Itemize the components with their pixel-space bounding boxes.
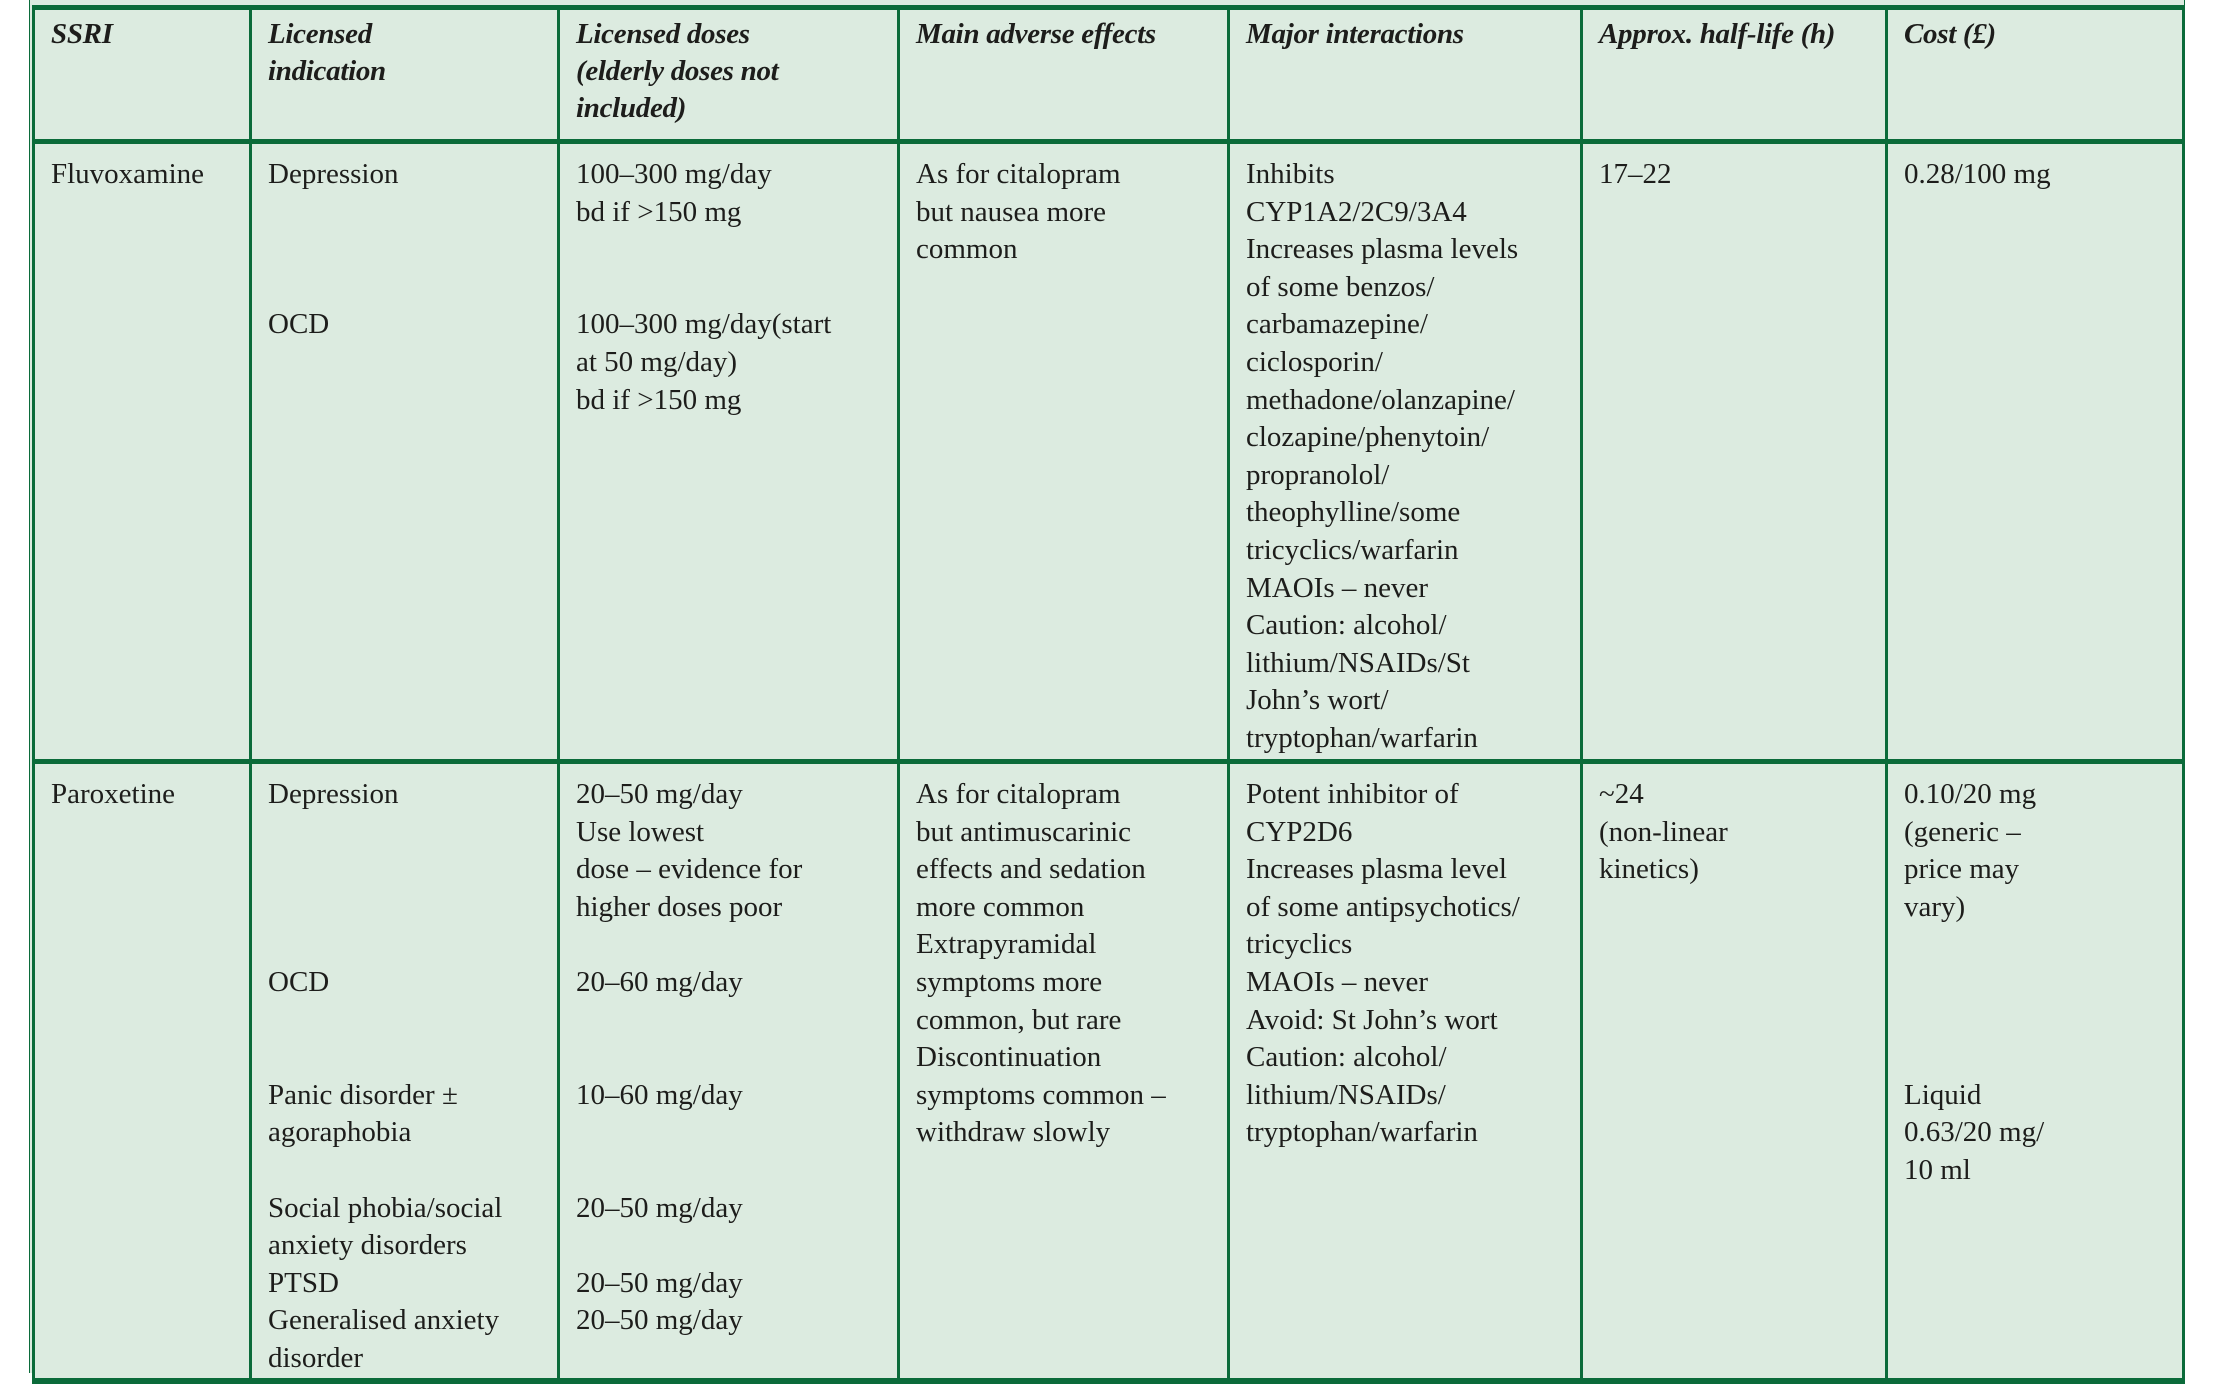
text-line: but antimuscarinic (916, 815, 1132, 848)
ssri-table-container (29, 0, 2185, 1373)
text-line: 100–300 mg/day(start (576, 308, 832, 341)
text-line: propranolol/ (1246, 458, 1390, 491)
text-line: OCD (268, 965, 330, 998)
text-line: methadone/olanzapine/ (1246, 383, 1515, 416)
blank-line (576, 1002, 881, 1040)
text-line: symptoms common – (916, 1078, 1166, 1111)
text-line: price may (1904, 853, 2020, 886)
cell-ssri-name (34, 762, 251, 1381)
text-line: Inhibits (1246, 158, 1335, 190)
blank-line (576, 1152, 881, 1190)
text-line: Licensed (268, 18, 372, 50)
text-line: CYP2D6 (1246, 815, 1353, 848)
text-line: (generic – (1904, 815, 2021, 848)
blank-line (1904, 1039, 2166, 1077)
text-line: Depression (268, 778, 399, 810)
text-line: Approx. half-life (h) (1599, 18, 1836, 50)
text-line: carbamazepine/ (1246, 308, 1428, 341)
ssri-comparison-table (32, 5, 2185, 1384)
cell-adverse-effects (899, 762, 1229, 1381)
text-line: more common (916, 890, 1085, 923)
text-line: common (916, 233, 1018, 266)
text-line: Main adverse effects (916, 18, 1156, 50)
blank-line (268, 814, 541, 852)
header-licensed-indication (251, 8, 559, 142)
text-line: 20–60 mg/day (576, 965, 743, 998)
cell-half-life (1582, 762, 1887, 1381)
text-line: 10–60 mg/day (576, 1078, 743, 1111)
text-line: 0.63/20 mg/ (1904, 1116, 2045, 1149)
text-line: bd if >150 mg (576, 383, 742, 416)
text-line: Cost (£) (1904, 18, 1996, 50)
blank-line (576, 269, 881, 307)
text-line: Social phobia/social (268, 1191, 503, 1224)
header-licensed-doses (559, 8, 899, 142)
header-half-life (1582, 8, 1887, 142)
text-line: (non-linear (1599, 815, 1728, 848)
header-row (34, 8, 2184, 142)
text-line: Generalised anxiety (268, 1304, 500, 1337)
text-line: ciclosporin/ (1246, 345, 1383, 378)
text-line: but nausea more (916, 195, 1107, 228)
text-line: symptoms more (916, 965, 1103, 998)
text-line: tryptophan/warfarin (1246, 1116, 1478, 1149)
text-line: 10 ml (1904, 1153, 1971, 1186)
text-line: of some benzos/ (1246, 270, 1435, 303)
text-line: Increases plasma level (1246, 853, 1507, 886)
text-line: (elderly doses not (576, 55, 779, 87)
text-line: Liquid (1904, 1078, 1982, 1111)
header-main-adverse-effects (899, 8, 1229, 142)
text-line: John’s wort/ (1246, 684, 1389, 717)
text-line: 17–22 (1599, 158, 1672, 190)
blank-line (576, 1227, 881, 1265)
text-line: Major interactions (1246, 18, 1464, 50)
text-line: 20–50 mg/day (576, 1304, 743, 1337)
cell-major-interactions (1229, 762, 1582, 1381)
cell-licensed-indication (251, 142, 559, 762)
blank-line (576, 1039, 881, 1077)
text-line: SSRI (51, 18, 113, 50)
text-line: included) (576, 92, 687, 124)
text-line: lithium/NSAIDs/ (1246, 1078, 1446, 1111)
text-line: higher doses poor (576, 890, 783, 923)
text-line: Caution: alcohol/ (1246, 609, 1447, 642)
text-line: tricyclics (1246, 928, 1353, 961)
header-cost (1887, 8, 2184, 142)
text-line: PTSD (268, 1266, 339, 1299)
header-ssri (34, 8, 251, 142)
text-line: As for citalopram (916, 158, 1121, 190)
text-line: effects and sedation (916, 853, 1146, 886)
text-line: 20–50 mg/day (576, 1191, 743, 1224)
text-line: dose – evidence for (576, 853, 803, 886)
text-line: common, but rare (916, 1003, 1122, 1036)
table-row-paroxetine (34, 762, 2184, 1381)
cell-licensed-doses (559, 762, 899, 1381)
text-line: indication (268, 55, 386, 87)
text-line: OCD (268, 308, 330, 341)
text-line: tricyclics/warfarin (1246, 533, 1459, 566)
text-line: 0.28/100 mg (1904, 158, 2051, 190)
text-line: Depression (268, 158, 399, 190)
cell-major-interactions (1229, 142, 1582, 762)
blank-line (268, 926, 541, 964)
cell-cost (1887, 142, 2184, 762)
cell-licensed-indication (251, 762, 559, 1381)
text-line: agoraphobia (268, 1116, 412, 1149)
text-line: Caution: alcohol/ (1246, 1041, 1447, 1074)
text-line: anxiety disorders (268, 1229, 467, 1262)
text-line: kinetics) (1599, 853, 1699, 886)
blank-line (576, 231, 881, 269)
text-line: 0.10/20 mg (1904, 778, 2037, 810)
text-line: disorder (268, 1341, 364, 1374)
text-line: withdraw slowly (916, 1116, 1111, 1149)
cell-half-life (1582, 142, 1887, 762)
blank-line (1904, 964, 2166, 1002)
text-line: bd if >150 mg (576, 195, 742, 228)
blank-line (1904, 926, 2166, 964)
cell-licensed-doses (559, 142, 899, 762)
blank-line (268, 231, 541, 269)
text-line: Licensed doses (576, 18, 750, 50)
text-line: 20–50 mg/day (576, 1266, 743, 1299)
cell-ssri-name (34, 142, 251, 762)
text-line: Potent inhibitor of (1246, 778, 1459, 810)
text-line: Paroxetine (51, 778, 176, 810)
text-line: 20–50 mg/day (576, 778, 743, 810)
blank-line (268, 889, 541, 927)
text-line: 100–300 mg/day (576, 158, 772, 190)
header-major-interactions (1229, 8, 1582, 142)
cell-cost (1887, 762, 2184, 1381)
blank-line (576, 926, 881, 964)
text-line: MAOIs – never (1246, 571, 1429, 604)
text-line: MAOIs – never (1246, 965, 1429, 998)
text-line: at 50 mg/day) (576, 345, 738, 378)
text-line: theophylline/some (1246, 496, 1461, 529)
text-line: CYP1A2/2C9/3A4 (1246, 195, 1467, 228)
text-line: Increases plasma levels (1246, 233, 1519, 266)
text-line: Use lowest (576, 815, 705, 848)
text-line: Panic disorder ± (268, 1078, 458, 1111)
blank-line (268, 269, 541, 307)
text-line: As for citalopram (916, 778, 1121, 810)
text-line: lithium/NSAIDs/St (1246, 646, 1470, 679)
blank-line (268, 1152, 541, 1190)
text-line: of some antipsychotics/ (1246, 890, 1520, 923)
blank-line (1904, 1002, 2166, 1040)
table-row-fluvoxamine (34, 142, 2184, 762)
text-line: Avoid: St John’s wort (1246, 1003, 1498, 1036)
text-line: Extrapyramidal (916, 928, 1097, 961)
blank-line (268, 1039, 541, 1077)
blank-line (268, 1002, 541, 1040)
blank-line (576, 1114, 881, 1152)
text-line: Discontinuation (916, 1041, 1102, 1074)
text-line: vary) (1904, 890, 1966, 923)
text-line: ~24 (1599, 778, 1644, 810)
blank-line (268, 851, 541, 889)
cell-adverse-effects (899, 142, 1229, 762)
blank-line (268, 194, 541, 232)
text-line: tryptophan/warfarin (1246, 721, 1478, 754)
text-line: clozapine/phenytoin/ (1246, 421, 1490, 454)
text-line: Fluvoxamine (51, 158, 205, 190)
